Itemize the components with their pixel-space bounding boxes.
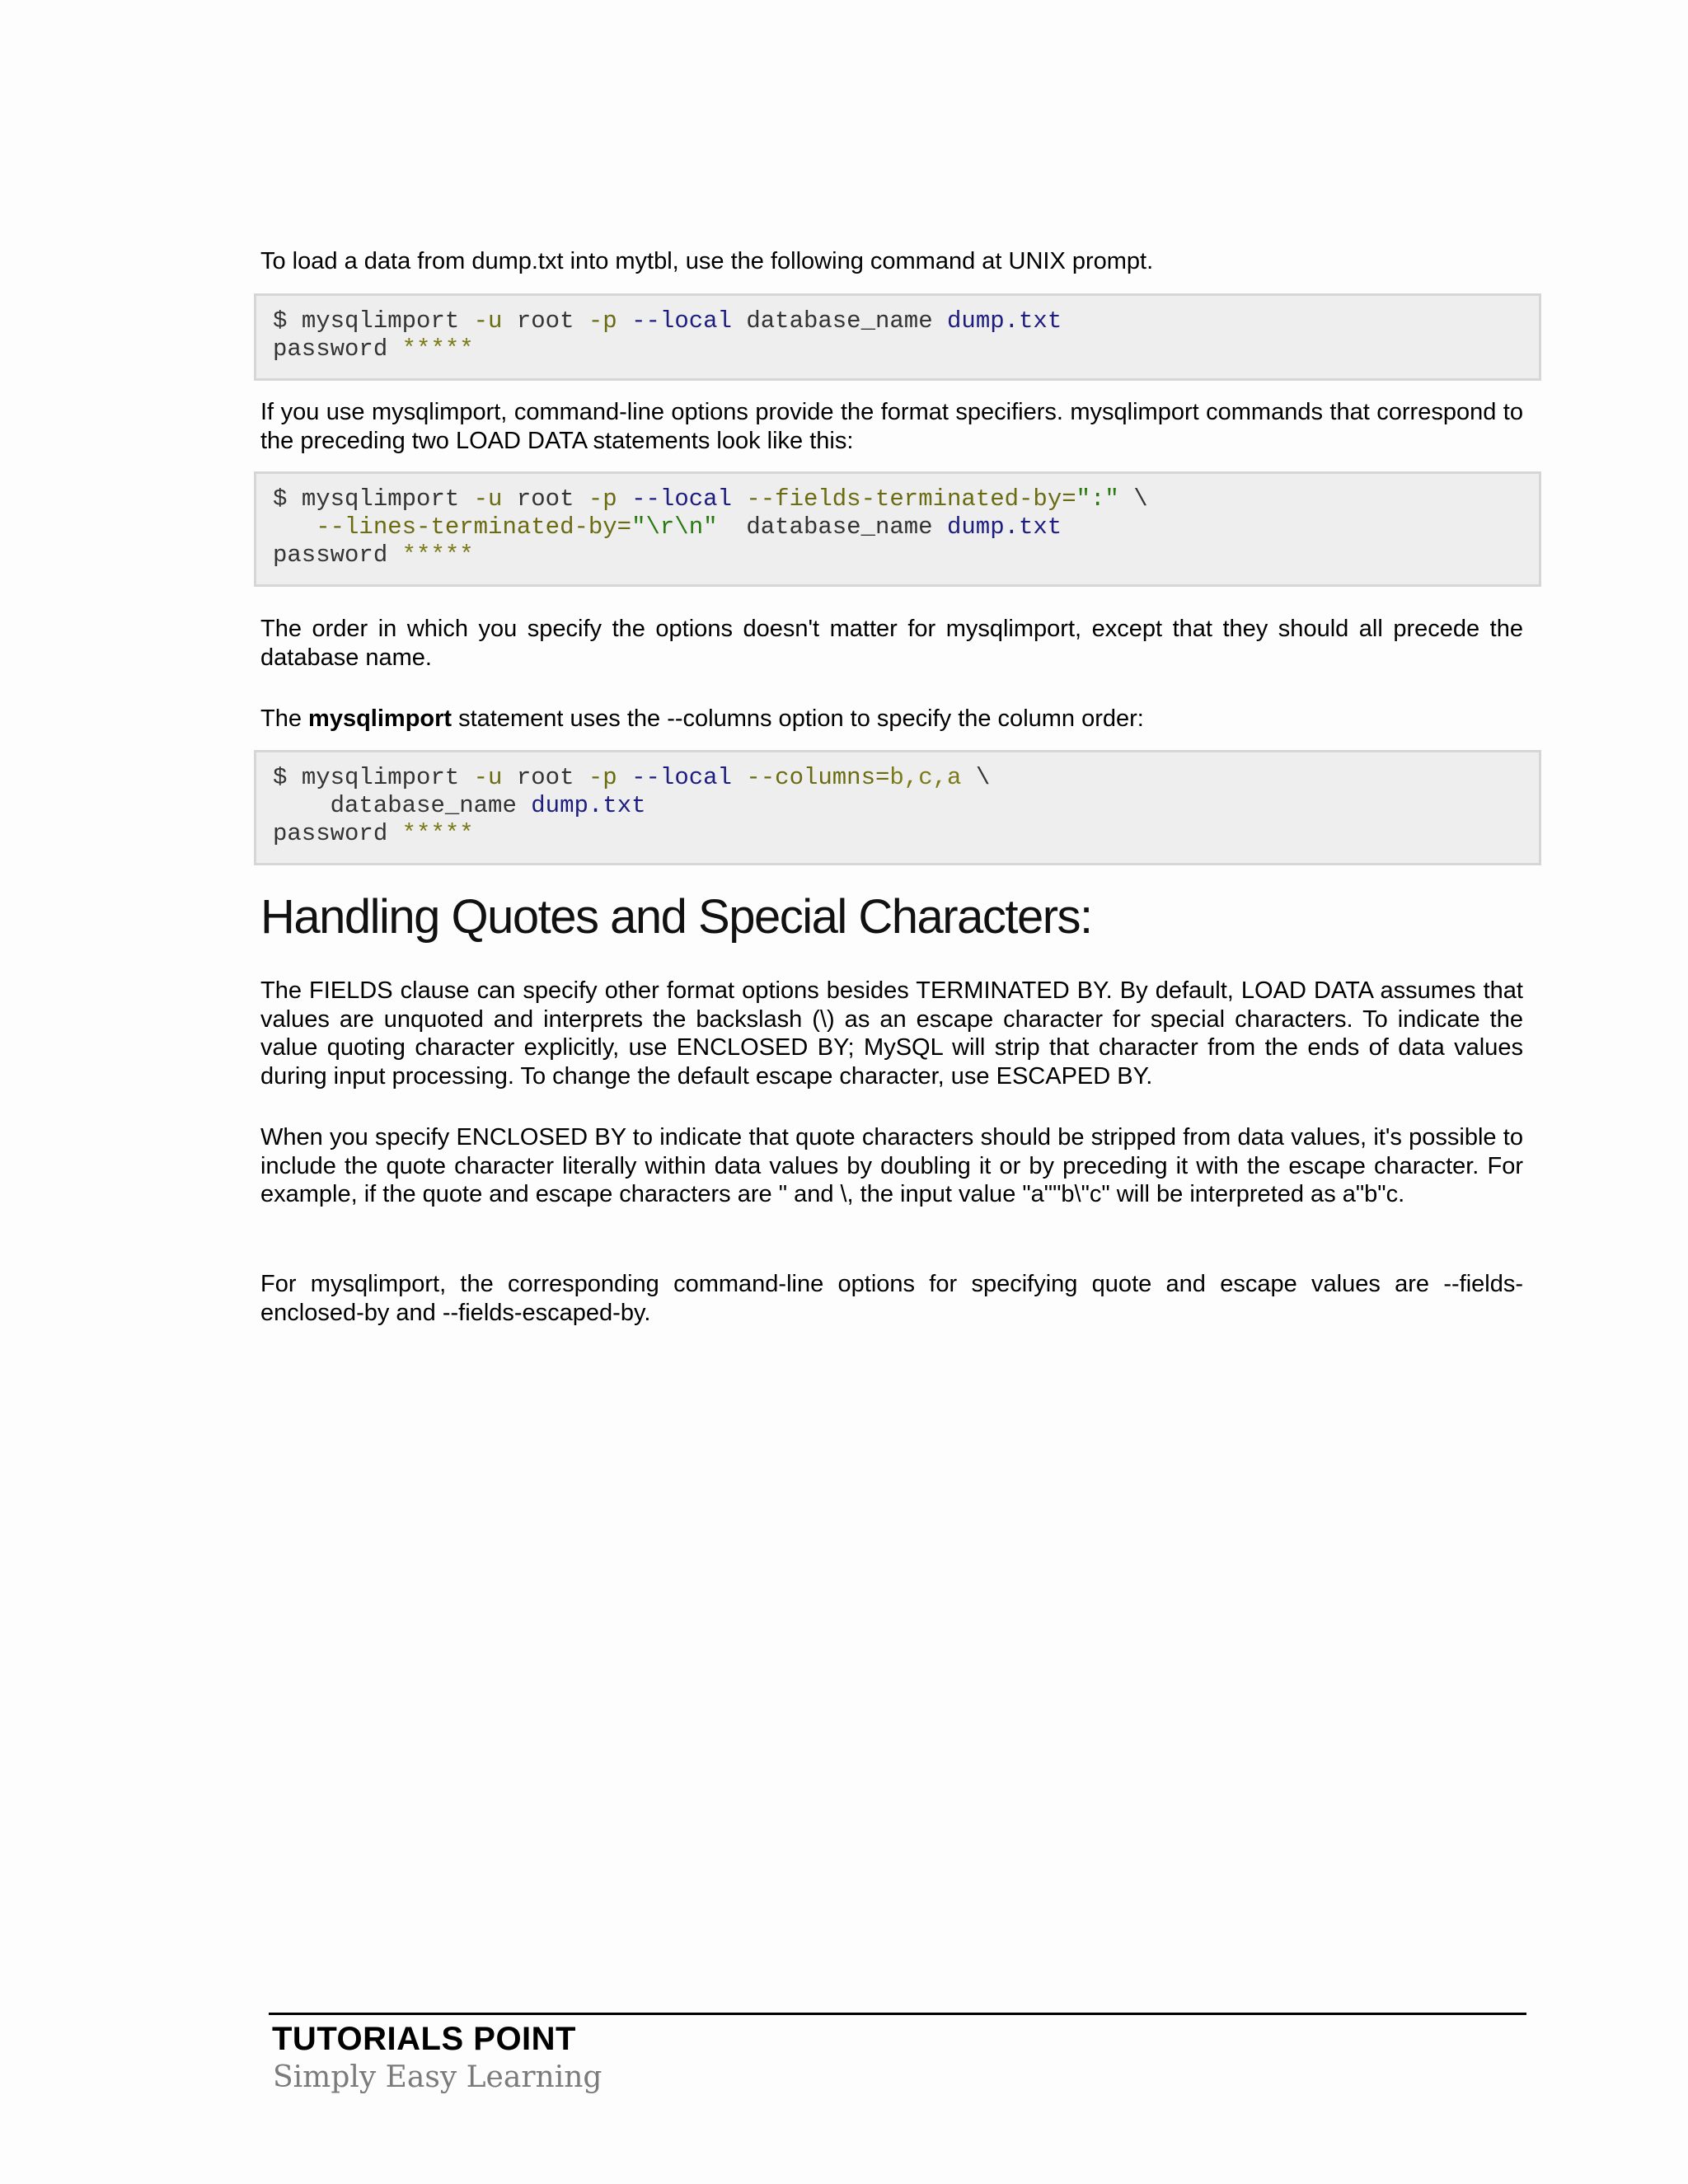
code-block-columns: $ mysqlimport -u root -p --local --columns=b,c,a \ database_name dump.txt password ***** bbox=[254, 750, 1541, 865]
format-specifiers-paragraph: If you use mysqlimport, command-line options provide the format specifiers. mysqlimport commands that correspond to the preceding two LOAD DATA statements look like this: bbox=[260, 399, 1523, 454]
code-block-terminated: $ mysqlimport -u root -p --local --fields-terminated-by=":" \ --lines-terminated-by="\r\n" database_name dump.txt password ***** bbox=[254, 471, 1541, 587]
mysqlimport-options-paragraph: For mysqlimport, the corresponding command-line options for specifying quote and escape values are --fields-enclosed-by and --fields-escaped-by. bbox=[260, 1271, 1523, 1326]
intro-paragraph: To load a data from dump.txt into mytbl, use the following command at UNIX prompt. bbox=[260, 248, 1154, 274]
code-block-import: $ mysqlimport -u root -p --local database_name dump.txt password ***** bbox=[254, 293, 1541, 381]
option-order-paragraph: The order in which you specify the options doesn't matter for mysqlimport, except that they should all precede the database name. bbox=[260, 616, 1523, 671]
footer-brand: TUTORIALS POINT bbox=[272, 2021, 576, 2057]
columns-paragraph: The mysqlimport statement uses the --columns option to specify the column order: bbox=[260, 705, 1144, 732]
fields-clause-paragraph: The FIELDS clause can specify other format options besides TERMINATED BY. By default, LOAD DATA assumes that values are unquoted and interprets the backslash (\) as an escape character for special characters. To indicate the value quoting character explicitly, use ENCLOSED BY; MySQL will strip that character from the ends of data values during input processing. To change the default escape character, use ESCAPED BY. bbox=[260, 977, 1523, 1090]
footer-tagline: Simply Easy Learning bbox=[273, 2060, 603, 2094]
footer-divider bbox=[269, 2013, 1526, 2015]
enclosed-by-paragraph: When you specify ENCLOSED BY to indicate that quote characters should be stripped from data values, it's possible to include the quote character literally within data values by doubling it or by preceding it with the escape character. For example, if the quote and escape characters are " and \, the input value "a""b\"c" will be interpreted as a"b"c. bbox=[260, 1124, 1523, 1207]
section-heading: Handling Quotes and Special Characters: bbox=[260, 890, 1092, 944]
